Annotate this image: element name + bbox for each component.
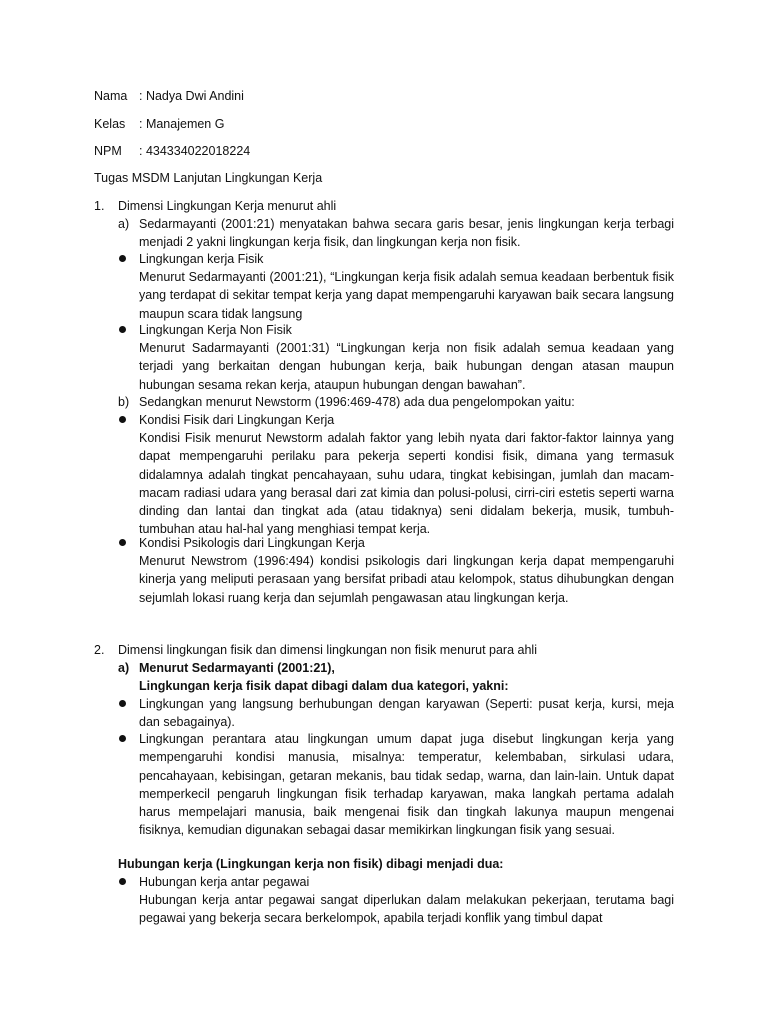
- section1-bullet2-title: Lingkungan Kerja Non Fisik: [139, 323, 292, 337]
- section2-bullet2-text: Lingkungan perantara atau lingkungan umum dapat juga disebut lingkungan kerja yang mempengaruhi kondisi manusia, misalnya: temperatur, kelembaban, sirkulasi udara, pencahayaan, kebisingan, getaran mekanis, bau tidak sedap, warna, dan lain-lain. Untuk dapat memperkecil pengaruh lingkungan fisik terhadap karyawan, maka langkah pertama adalah harus mempelajari manusia, baik mengenai fisik dan tingkah lakunya maupun mengenai fisiknya, kemudian digunakan sebagai dasar memikirkan lingkungan fisik yang sesuai.: [139, 732, 674, 838]
- section2-bullet3-title: Hubungan kerja antar pegawai: [139, 875, 310, 889]
- section2-a-title: Menurut Sedarmayanti (2001:21),: [139, 661, 335, 675]
- npm-label: NPM: [94, 144, 122, 158]
- section1-b-mark: b): [118, 395, 130, 409]
- bullet-icon: [119, 539, 127, 547]
- section1-bullet4-title: Kondisi Psikologis dari Lingkungan Kerja: [139, 536, 365, 550]
- section1-bullet4-text: Menurut Newstrom (1996:494) kondisi psikologis dari lingkungan kerja dapat mempengaruhi kinerja yang meliputi perasaan yang bersifat pribadi atau kelompok, status dihubungkan dengan sejumlah lokasi ruang kerja dan sejumlah pengawasan atau lingkungan kerja.: [139, 554, 674, 605]
- section1-b-text: Sedangkan menurut Newstorm (1996:469-478) ada dua pengelompokan yaitu:: [139, 395, 575, 409]
- section2-a-mark: a): [118, 661, 130, 675]
- nama-value: : Nadya Dwi Andini: [139, 89, 244, 103]
- section1-bullet1-text: Menurut Sedarmayanti (2001:21), “Lingkungan kerja fisik adalah semua keadaan berbentuk fisik yang terdapat di sekitar tempat kerja yang dapat mempengaruhi karyawan baik secara langsung maupun scara tidak langsung: [139, 270, 674, 321]
- kelas-value: : Manajemen G: [139, 117, 225, 131]
- kelas-label: Kelas: [94, 117, 126, 131]
- section1-bullet1-title: Lingkungan kerja Fisik: [139, 252, 264, 266]
- section1-a-text: Sedarmayanti (2001:21) menyatakan bahwa secara garis besar, jenis lingkungan kerja terbagi menjadi 2 yakni lingkungan kerja fisik, dan lingkungan kerja non fisik.: [139, 217, 674, 250]
- section1-a-mark: a): [118, 217, 130, 231]
- section2-heading: Dimensi lingkungan fisik dan dimensi lingkungan non fisik menurut para ahli: [118, 643, 537, 657]
- nama-label: Nama: [94, 89, 128, 103]
- bullet-icon: [119, 700, 127, 708]
- section2-nonfisik-heading: Hubungan kerja (Lingkungan kerja non fisik) dibagi menjadi dua:: [118, 857, 504, 871]
- header-kelas-row: [94, 116, 224, 132]
- section1-heading: Dimensi Lingkungan Kerja menurut ahli: [118, 199, 337, 213]
- section2-bullet3-text: Hubungan kerja antar pegawai sangat diperlukan dalam melakukan pekerjaan, terutama bagi pegawai yang bekerja secara berkelompok, apabila terjadi konflik yang timbul dapat: [139, 893, 674, 926]
- header-npm-row: [94, 143, 250, 159]
- bullet-icon: [119, 735, 127, 743]
- section1-bullet3-text: Kondisi Fisik menurut Newstorm adalah faktor yang lebih nyata dari faktor-faktor lainnya yang dapat mempengaruhi perilaku para pekerja seperti kondisi fisik, dimana yang termasuk didalamnya adalah tingkat pencahayaan, suhu udara, tingkat kebisingan, jumlah dan macam-macam radiasi udara yang berasal dari zat kimia dan polusi-polusi, cirri-ciri estetis seperti warna dinding dan lantai dan tingkat ada (atau tidaknya) seni didalam bekerja, musik, tumbuh-tumbuhan atau hal-hal yang menghiasi tempat kerja.: [139, 431, 674, 537]
- section1-bullet3-title: Kondisi Fisik dari Lingkungan Kerja: [139, 413, 335, 427]
- section2-number: 2.: [94, 643, 105, 657]
- section2-a-subtitle: Lingkungan kerja fisik dapat dibagi dalam dua kategori, yakni:: [139, 679, 509, 693]
- section2-bullet1-text: Lingkungan yang langsung berhubungan dengan karyawan (Seperti: pusat kerja, kursi, meja dan sebagainya).: [139, 697, 674, 730]
- bullet-icon: [119, 255, 127, 263]
- bullet-icon: [119, 326, 127, 334]
- bullet-icon: [119, 878, 127, 886]
- bullet-icon: [119, 416, 127, 424]
- section1-bullet2-text: Menurut Sadarmayanti (2001:31) “Lingkungan kerja non fisik adalah semua keadaan yang terjadi yang berkaitan dengan hubungan kerja, baik hubungan dengan atasan maupun hubungan sesama rekan kerja, ataupun hubungan dengan bawahan”.: [139, 341, 674, 392]
- document-title: Tugas MSDM Lanjutan Lingkungan Kerja: [94, 171, 323, 185]
- section1-number: 1.: [94, 199, 105, 213]
- npm-value: : 434334022018224: [139, 144, 251, 158]
- header-nama-row: [94, 88, 244, 104]
